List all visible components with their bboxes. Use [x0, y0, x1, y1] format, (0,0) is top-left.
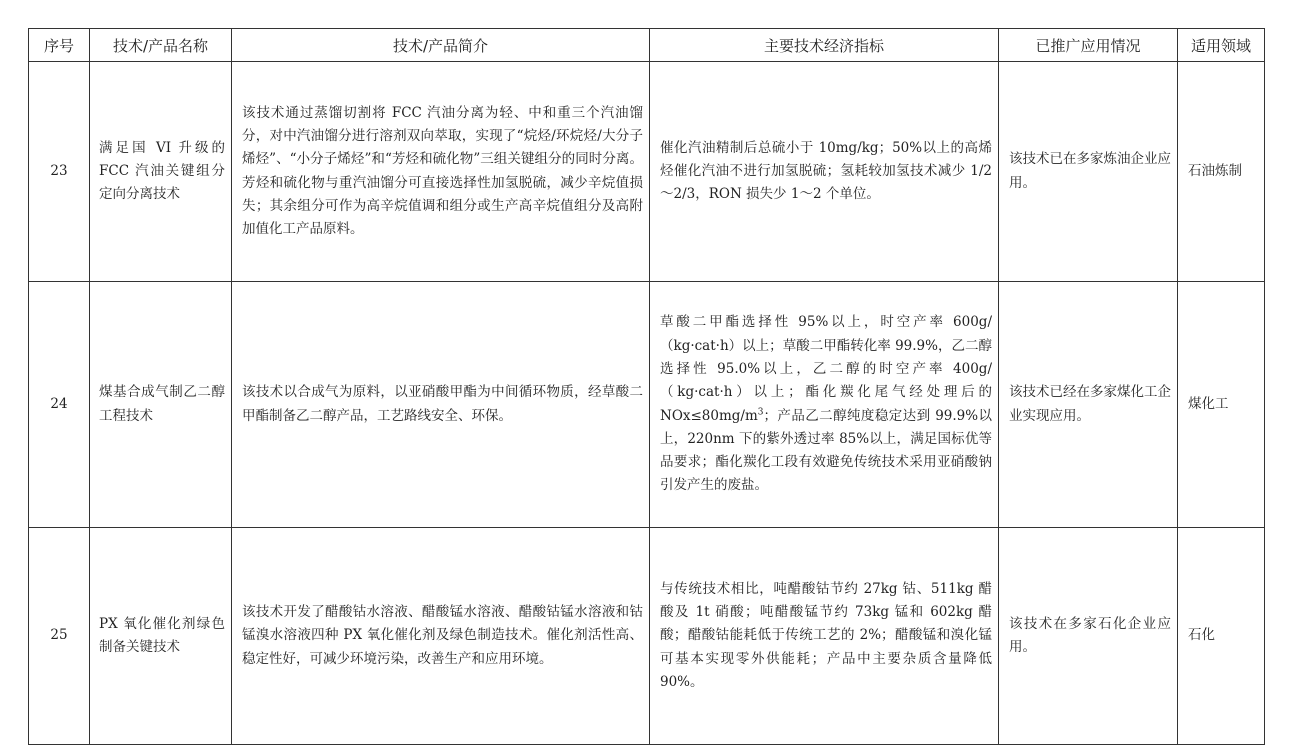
tech-description: 该技术开发了醋酸钴水溶液、醋酸锰水溶液、醋酸钴锰水溶液和钴锰溴水溶液四种 PX 氧化催化剂及绿色制造技术。催化剂活性高、稳定性好，可减少环境污染，改善生产和应用环境。: [232, 528, 650, 745]
tech-name: PX 氧化催化剂绿色制备关键技术: [90, 528, 232, 745]
row-number: 23: [29, 62, 90, 282]
header-field: 适用领域: [1178, 29, 1265, 62]
tech-name: 煤基合成气制乙二醇工程技术: [90, 282, 232, 528]
header-row: [29, 29, 1265, 62]
application-status: 该技术已在多家炼油企业应用。: [999, 62, 1178, 282]
application-status: 该技术已经在多家煤化工企业实现应用。: [999, 282, 1178, 528]
table-row: [29, 528, 1265, 745]
application-status: 该技术在多家石化企业应用。: [999, 528, 1178, 745]
indicators-part-a: 草酸二甲酯选择性 95%以上，时空产率 600g/（kg·cat·h）以上；草酸二甲酯转化率 99.9%，乙二醇选择性 95.0%以上，乙二醇的时空产率 400g/（kg·cat·h）以上；酯化羰化尾气经处理后的 NOx≤80mg/m: [660, 314, 992, 424]
header-indicators: 主要技术经济指标: [650, 29, 999, 62]
header-desc: 技术/产品简介: [232, 29, 650, 62]
header-no: 序号: [29, 29, 90, 62]
table-row: [29, 62, 1265, 282]
table-row: [29, 282, 1265, 528]
application-field: 石化: [1178, 528, 1265, 745]
superscript: 3: [757, 407, 764, 417]
technology-table: [28, 28, 1265, 745]
header-name: 技术/产品名称: [90, 29, 232, 62]
header-application: 已推广应用情况: [999, 29, 1178, 62]
tech-name: 满足国 VI 升级的 FCC 汽油关键组分定向分离技术: [90, 62, 232, 282]
row-number: 25: [29, 528, 90, 745]
indicators-part-b: ；产品乙二醇纯度稳定达到 99.9%以上，220nm 下的紫外透过率 85%以上，满足国标优等品要求；酯化羰化工段有效避免传统技术采用亚硝酸钠引发产生的废盐。: [660, 407, 992, 494]
row-number: 24: [29, 282, 90, 528]
tech-indicators: 催化汽油精制后总硫小于 10mg/kg；50%以上的高烯烃催化汽油不进行加氢脱硫；氢耗较加氢技术减少 1/2～2/3，RON 损失少 1～2 个单位。: [650, 62, 999, 282]
tech-description: 该技术以合成气为原料，以亚硝酸甲酯为中间循环物质，经草酸二甲酯制备乙二醇产品，工艺路线安全、环保。: [232, 282, 650, 528]
tech-description: 该技术通过蒸馏切割将 FCC 汽油分离为轻、中和重三个汽油馏分，对中汽油馏分进行溶剂双向萃取，实现了“烷烃/环烷烃/大分子烯烃”、“小分子烯烃”和“芳烃和硫化物”三组关键组分的同时分离。芳烃和硫化物与重汽油馏分可直接选择性加氢脱硫，减少辛烷值损失；其余组分可作为高辛烷值调和组分或生产高辛烷值组分及高附加值化工产品原料。: [232, 62, 650, 282]
application-field: 石油炼制: [1178, 62, 1265, 282]
tech-indicators: [650, 282, 999, 528]
tech-indicators: 与传统技术相比，吨醋酸钴节约 27kg 钴、511kg 醋酸及 1t 硝酸；吨醋酸锰节约 73kg 锰和 602kg 醋酸；醋酸钴能耗低于传统工艺的 2%；醋酸锰和溴化锰可基本实现零外供能耗；产品中主要杂质含量降低 90%。: [650, 528, 999, 745]
application-field: 煤化工: [1178, 282, 1265, 528]
